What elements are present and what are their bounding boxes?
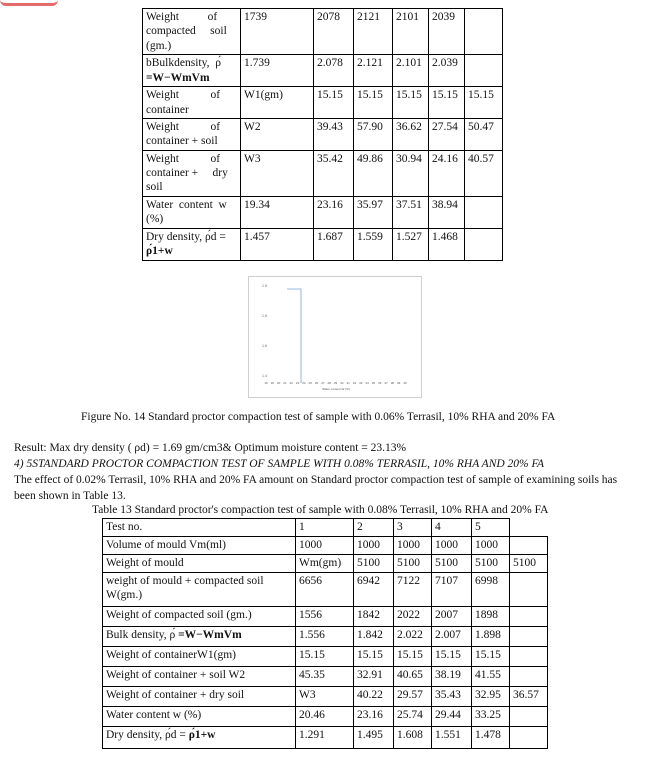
table-cell: 2078	[314, 9, 354, 55]
table-cell: 1000	[394, 537, 432, 555]
table-cell: 7107	[432, 573, 472, 607]
row-label: Weight of containerW1(gm)	[103, 647, 296, 667]
table-cell: 6998	[472, 573, 510, 607]
table-cell	[510, 607, 548, 627]
series-line	[287, 289, 301, 383]
table-cell: 6656	[296, 573, 354, 607]
table-row	[103, 707, 548, 727]
y-tick-label: 1.6	[262, 344, 267, 348]
row-label: Bulk density, ρ́ =W−WmVm	[103, 627, 296, 647]
table-cell	[510, 537, 548, 555]
table-cell	[465, 9, 503, 55]
table-row	[103, 537, 548, 555]
y-tick-label: 1.6	[262, 314, 267, 318]
table-row	[103, 687, 548, 707]
x-tick-label: 32	[352, 381, 357, 385]
table-row	[143, 55, 503, 87]
table-cell: 2	[354, 519, 394, 537]
table-cell: 15.15	[354, 647, 394, 667]
table-cell: 57.90	[354, 118, 393, 150]
table-cell	[510, 667, 548, 687]
table-cell: 40.22	[354, 687, 394, 707]
table-cell: 27.54	[429, 118, 465, 150]
table-cell: 5100	[472, 555, 510, 573]
table-row	[103, 573, 548, 607]
table-cell: 23.16	[354, 707, 394, 727]
x-tick-label: 36	[378, 381, 382, 385]
table-cell: 35.97	[354, 196, 393, 228]
table-row	[143, 196, 503, 228]
table-cell: 15.15	[296, 647, 354, 667]
table-cell: 5100	[354, 555, 394, 573]
row-label: Weight of container + dry soil	[143, 150, 241, 196]
table-cell	[465, 228, 503, 260]
table-cell: 30.94	[393, 150, 429, 196]
row-label: Weight of container + soil W2	[103, 667, 296, 687]
y-tick-label: 1.5	[262, 284, 267, 288]
x-tick-label: 37	[384, 381, 388, 385]
table-cell: 33.25	[472, 707, 510, 727]
table-cell: 15.15	[429, 87, 465, 119]
table-cell: 15.15	[465, 87, 503, 119]
table-cell: 2.078	[314, 55, 354, 87]
x-tick-label: 38	[390, 381, 395, 385]
table-row	[103, 727, 548, 749]
table-cell: 41.55	[472, 667, 510, 687]
table-cell: 29.44	[432, 707, 472, 727]
table-cell: 45.35	[296, 667, 354, 687]
x-tick-label: 24	[302, 381, 306, 385]
figure-14-caption: Figure No. 14 Standard proctor compaction test of sample with 0.06% Terrasil, 10% RHA and 20% FA	[81, 411, 556, 423]
table-cell: 2022	[394, 607, 432, 627]
table-cell: Wm(gm)	[296, 555, 354, 573]
table-cell	[510, 519, 548, 537]
table-cell: 36.57	[510, 687, 548, 707]
table-13-caption: Table 13 Standard proctor's compaction test of sample with 0.08% Terrasil, 10% RHA and 20% FA	[92, 504, 549, 516]
table-cell: 5	[472, 519, 510, 537]
table-cell: 1.291	[296, 727, 354, 749]
table-cell: 1556	[296, 607, 354, 627]
table-row	[103, 519, 548, 537]
table-cell: 1898	[472, 607, 510, 627]
table-cell: 35.43	[432, 687, 472, 707]
table-row	[143, 150, 503, 196]
x-tick-label: 34	[365, 381, 369, 385]
table-row	[143, 118, 503, 150]
table-cell: 1739	[241, 9, 314, 55]
table-cell: 38.19	[432, 667, 472, 687]
table-row	[103, 627, 548, 647]
x-tick-label: 21	[283, 381, 287, 385]
table-cell: 39.43	[314, 118, 354, 150]
table-cell: 2.121	[354, 55, 393, 87]
row-label: Weight of compacted soil (gm.)	[103, 607, 296, 627]
x-tick-label: 31	[346, 381, 350, 385]
x-tick-label: 39	[397, 381, 401, 385]
x-tick-label: 35	[371, 381, 376, 385]
table-cell: 15.15	[354, 87, 393, 119]
table-cell: 3	[394, 519, 432, 537]
table-cell: 1000	[472, 537, 510, 555]
table-13	[102, 518, 548, 749]
table-cell	[510, 647, 548, 667]
table-cell: 1000	[432, 537, 472, 555]
table-cell: 2.101	[393, 55, 429, 87]
paragraph-line-1: The effect of 0.02% Terrasil, 10% RHA and 20% FA amount on Standard proctor compaction test of sample of examining soils has	[14, 474, 618, 486]
table-cell: 2039	[429, 9, 465, 55]
table-cell: 1.556	[296, 627, 354, 647]
table-cell: 50.47	[465, 118, 503, 150]
x-tick-label: 30	[340, 381, 344, 385]
table-cell: 37.51	[393, 196, 429, 228]
table-cell: 32.95	[472, 687, 510, 707]
x-tick-label: 22	[289, 381, 293, 385]
table-cell: 35.42	[314, 150, 354, 196]
table-row	[143, 87, 503, 119]
row-label: Dry density, ρ́d = ρ́1+w	[103, 727, 296, 749]
x-tick-label: 18	[270, 381, 274, 385]
table-cell: 1.551	[432, 727, 472, 749]
chart-svg	[249, 277, 423, 399]
table-cell: 24.16	[429, 150, 465, 196]
table-cell: 1.739	[241, 55, 314, 87]
table-cell: 15.15	[472, 647, 510, 667]
table-cell	[465, 55, 503, 87]
table-cell: 29.57	[394, 687, 432, 707]
row-label: Weight of mould	[103, 555, 296, 573]
x-tick-label: 29	[333, 381, 338, 385]
table-cell	[465, 196, 503, 228]
table-cell: 1.559	[354, 228, 393, 260]
table-cell: 1.478	[472, 727, 510, 749]
table-cell: 1.608	[394, 727, 432, 749]
table-cell: 7122	[394, 573, 432, 607]
table-cell	[510, 573, 548, 607]
x-tick-label: 26	[314, 381, 319, 385]
table-row	[103, 667, 548, 687]
y-tick-label: 1.4	[262, 374, 267, 378]
table-cell: 1.898	[472, 627, 510, 647]
result-line: Result: Max dry density ( ρd) = 1.69 gm/cm3& Optimum moisture content = 23.13%	[14, 442, 407, 454]
decorative-arc	[0, 0, 58, 6]
table-row	[103, 647, 548, 667]
table-cell: 49.86	[354, 150, 393, 196]
table-cell: 36.62	[393, 118, 429, 150]
row-label: Dry density, ρ́d = ρ́1+w	[143, 228, 241, 260]
x-tick-label: 16	[264, 381, 268, 385]
x-tick-label: 23	[295, 381, 300, 385]
table-row	[143, 9, 503, 55]
x-tick-label: 28	[327, 381, 331, 385]
table-cell: 1.457	[241, 228, 314, 260]
table-cell: 1842	[354, 607, 394, 627]
table-row	[143, 228, 503, 260]
row-label: Water content w (%)	[143, 196, 241, 228]
table-cell: 5100	[394, 555, 432, 573]
paragraph-line-2: been shown in Table 13.	[14, 490, 126, 502]
table-cell: 5100	[432, 555, 472, 573]
table-cell: 1	[296, 519, 354, 537]
row-label: bBulkdensity, ρ́ =W−WmVm	[143, 55, 241, 87]
x-tick-label: 20	[276, 381, 281, 385]
row-label: Volume of mould Vm(ml)	[103, 537, 296, 555]
table-cell: 40.57	[465, 150, 503, 196]
section-heading: 4) 5STANDARD PROCTOR COMPACTION TEST OF SAMPLE WITH 0.08% TERRASIL, 10% RHA AND 20% FA	[14, 458, 545, 470]
table-cell: 23.16	[314, 196, 354, 228]
table-cell: 19.34	[241, 196, 314, 228]
x-tick-label: 33	[359, 381, 363, 385]
table-cell: 2.039	[429, 55, 465, 87]
x-tick-label: 40	[403, 381, 407, 385]
table-cell	[510, 627, 548, 647]
table-row	[103, 607, 548, 627]
table-cell: 1.495	[354, 727, 394, 749]
x-axis-label: Water content W (%)	[322, 387, 350, 391]
row-label: Test no.	[103, 519, 296, 537]
compaction-chart	[248, 276, 422, 398]
table-cell: 1000	[296, 537, 354, 555]
table-cell	[510, 727, 548, 749]
row-label: Weight of container + soil	[143, 118, 241, 150]
table-cell: 2007	[432, 607, 472, 627]
table-cell: 32.91	[354, 667, 394, 687]
table-cell: W2	[241, 118, 314, 150]
table-cell: 1000	[354, 537, 394, 555]
table-cell: 15.15	[314, 87, 354, 119]
table-cell: 1.687	[314, 228, 354, 260]
table-cell: 15.15	[393, 87, 429, 119]
table-cell: W3	[296, 687, 354, 707]
table-cell: 4	[432, 519, 472, 537]
table-cell: 25.74	[394, 707, 432, 727]
row-label: weight of mould + compacted soil W(gm.)	[103, 573, 296, 607]
table-cell: 15.15	[394, 647, 432, 667]
table-cell: 2.022	[394, 627, 432, 647]
table-cell	[510, 707, 548, 727]
table-cell: 6942	[354, 573, 394, 607]
row-label: Water content w (%)	[103, 707, 296, 727]
table-cell: 20.46	[296, 707, 354, 727]
x-tick-label: 25	[308, 381, 312, 385]
table-cell: 40.65	[394, 667, 432, 687]
table-cell: W3	[241, 150, 314, 196]
table-cell: 2121	[354, 9, 393, 55]
table-cell: 2101	[393, 9, 429, 55]
table-row	[103, 555, 548, 573]
row-label: Weight of compacted soil (gm.)	[143, 9, 241, 55]
table-cell: W1(gm)	[241, 87, 314, 119]
x-tick-label: 27	[321, 381, 325, 385]
table-12-continued	[142, 8, 503, 261]
row-label: Weight of container + dry soil	[103, 687, 296, 707]
row-label: Weight of container	[143, 87, 241, 119]
table-cell: 1.468	[429, 228, 465, 260]
table-cell: 1.527	[393, 228, 429, 260]
table-cell: 38.94	[429, 196, 465, 228]
table-cell: 15.15	[432, 647, 472, 667]
table-cell: 2.007	[432, 627, 472, 647]
table-cell: 5100	[510, 555, 548, 573]
table-cell: 1.842	[354, 627, 394, 647]
